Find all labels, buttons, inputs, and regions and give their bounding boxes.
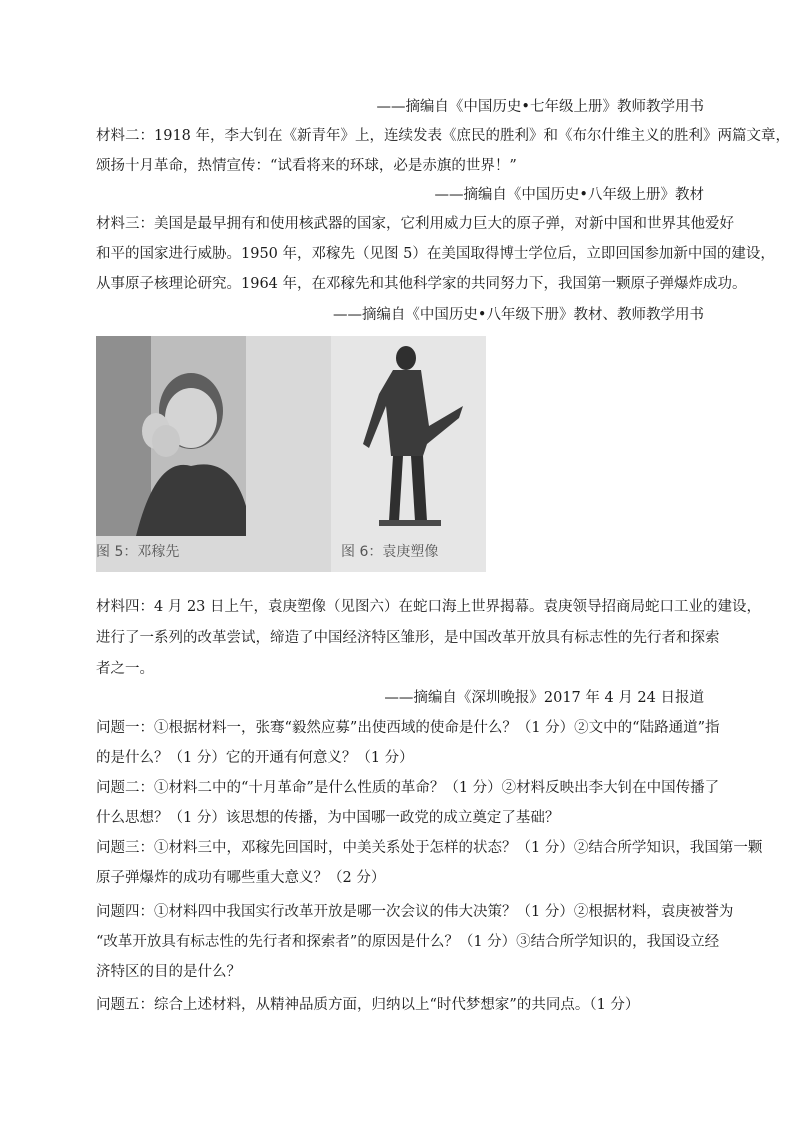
material4-text: 进行了一系列的改革尝试，缔造了中国经济特区雏形，是中国改革开放具有标志性的先行者和探索 bbox=[96, 630, 720, 646]
question4-text: 问题四：①材料四中我国实行改革开放是哪一次会议的伟大决策？（1 分）②根据材料，袁庚被誉为 bbox=[96, 904, 734, 920]
question2-text: 问题二：①材料二中的“十月革命”是什么性质的革命？（1 分）②材料反映出李大钊在中国传播了 bbox=[96, 780, 720, 796]
question3-text: 原子弹爆炸的成功有哪些重大意义？（2 分） bbox=[96, 870, 386, 886]
material3-text: 和平的国家进行威胁。1950 年，邓稼先（见图 5）在美国取得博士学位后，立即回国参加新中国的建设， bbox=[96, 246, 775, 262]
material2-source: ——摘编自《中国历史•八年级上册》教材 bbox=[434, 187, 704, 203]
yuan-geng-statue-photo bbox=[331, 336, 486, 572]
question2-text: 什么思想？（1 分）该思想的传播，为中国哪一政党的成立奠定了基础？ bbox=[96, 810, 560, 826]
material3-text: 材料三：美国是最早拥有和使用核武器的国家，它利用威力巨大的原子弹，对新中国和世界其他爱好 bbox=[96, 216, 734, 232]
question1-text: 的是什么？（1 分）它的开通有何意义？（1 分） bbox=[96, 750, 414, 766]
material2-text: 颂扬十月革命，热情宣传：“试看将来的环球，必是赤旗的世界！” bbox=[96, 158, 517, 174]
question1-text: 问题一：①根据材料一，张骞“毅然应募”出使西域的使命是什么？（1 分）②文中的“陆路通道”指 bbox=[96, 720, 720, 736]
figures-photo-block bbox=[96, 336, 486, 572]
question3-text: 问题三：①材料三中，邓稼先回国时，中美关系处于怎样的状态？（1 分）②结合所学知识，我国第一颗 bbox=[96, 840, 763, 856]
material2-text: 材料二：1918 年，李大钊在《新青年》上，连续发表《庶民的胜利》和《布尔什维主义的胜利》两篇文章， bbox=[96, 128, 791, 144]
question5-text: 问题五：综合上述材料，从精神品质方面，归纳以上“时代梦想家”的共同点。（1 分） bbox=[96, 997, 640, 1013]
material1-source: ——摘编自《中国历史•七年级上册》教师教学用书 bbox=[376, 99, 704, 115]
material3-text: 从事原子核理论研究。1964 年，在邓稼先和其他科学家的共同努力下，我国第一颗原子弹爆炸成功。 bbox=[96, 276, 747, 292]
figure5-caption: 图 5：邓稼先 bbox=[96, 544, 180, 560]
material4-source: ——摘编自《深圳晚报》2017 年 4 月 24 日报道 bbox=[384, 690, 704, 706]
figure6-caption: 图 6：袁庚塑像 bbox=[341, 544, 439, 560]
question4-text: 济特区的目的是什么？ bbox=[96, 964, 241, 980]
question4-text: “改革开放具有标志性的先行者和探索者”的原因是什么？（1 分）③结合所学知识的，我国设立经 bbox=[96, 934, 720, 950]
material3-source: ——摘编自《中国历史•八年级下册》教材、教师教学用书 bbox=[332, 307, 704, 323]
deng-jiaxian-photo bbox=[96, 336, 246, 536]
material4-text: 者之一。 bbox=[96, 661, 154, 677]
material4-text: 材料四：4 月 23 日上午，袁庚塑像（见图六）在蛇口海上世界揭幕。袁庚领导招商局蛇口工业的建设， bbox=[96, 599, 761, 615]
